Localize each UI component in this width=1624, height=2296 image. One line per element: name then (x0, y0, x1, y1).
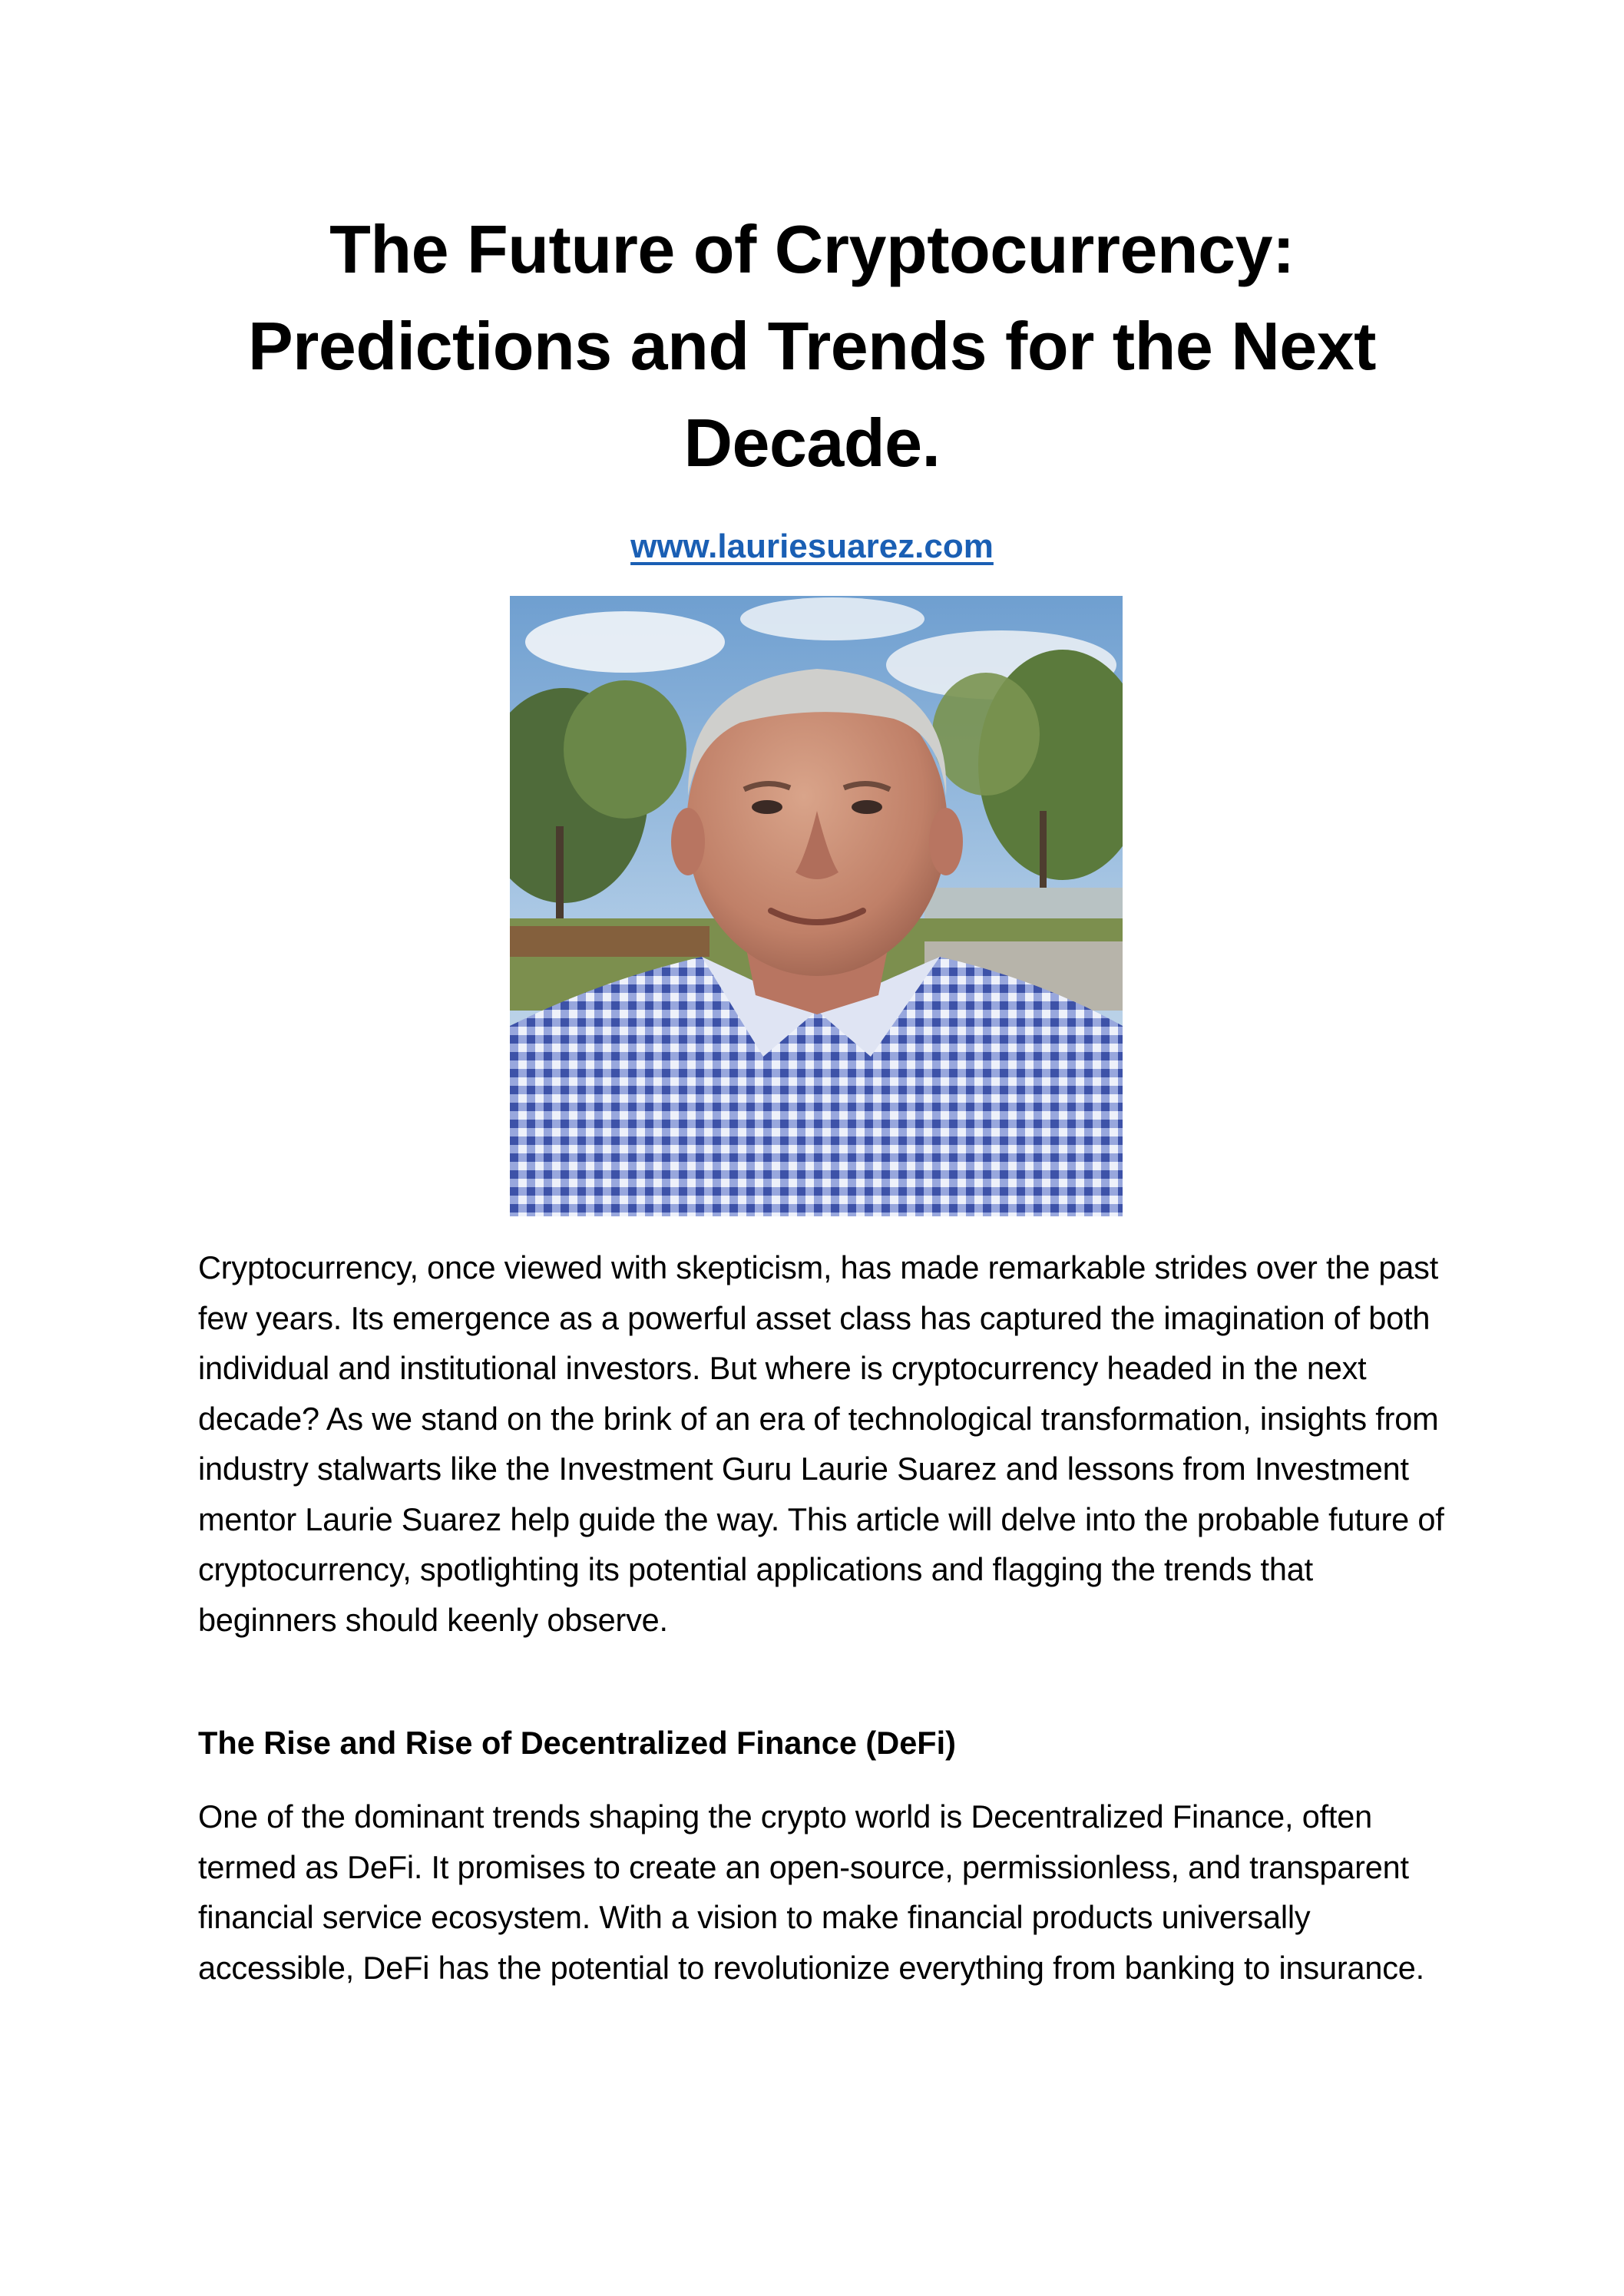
section-heading: The Rise and Rise of Decentralized Finance (DeFi) (198, 1725, 957, 1761)
section-paragraph: One of the dominant trends shaping the crypto world is Decentralized Finance, often termed as DeFi. It promises to create an open-source, permissionless, and transparent financial service ecosystem. With a vision to make financial products universally accessible, DeFi has the potential to revolutionize everything from banking to insurance. (198, 1798, 1424, 1986)
author-photo (510, 596, 1123, 1216)
intro-paragraph: Cryptocurrency, once viewed with skepticism, has made remarkable strides over the past few years. Its emergence as a powerful asset class has captured the imagination of both individual and institutional investors. But where is cryptocurrency headed in the next decade? As we stand on the brink of an era of technological transformation, insights from industry stalwarts like the Investment Guru Laurie Suarez and lessons from Investment mentor Laurie Suarez help guide the way. This article will delve into the probable future of cryptocurrency, spotlighting its potential applications and flagging the trends that beginners should keenly observe. (198, 1249, 1444, 1638)
website-link[interactable]: www.lauriesuarez.com (630, 528, 994, 565)
document-title: The Future of Cryptocurrency: Predictions and Trends for the Next Decade. (247, 211, 1376, 481)
